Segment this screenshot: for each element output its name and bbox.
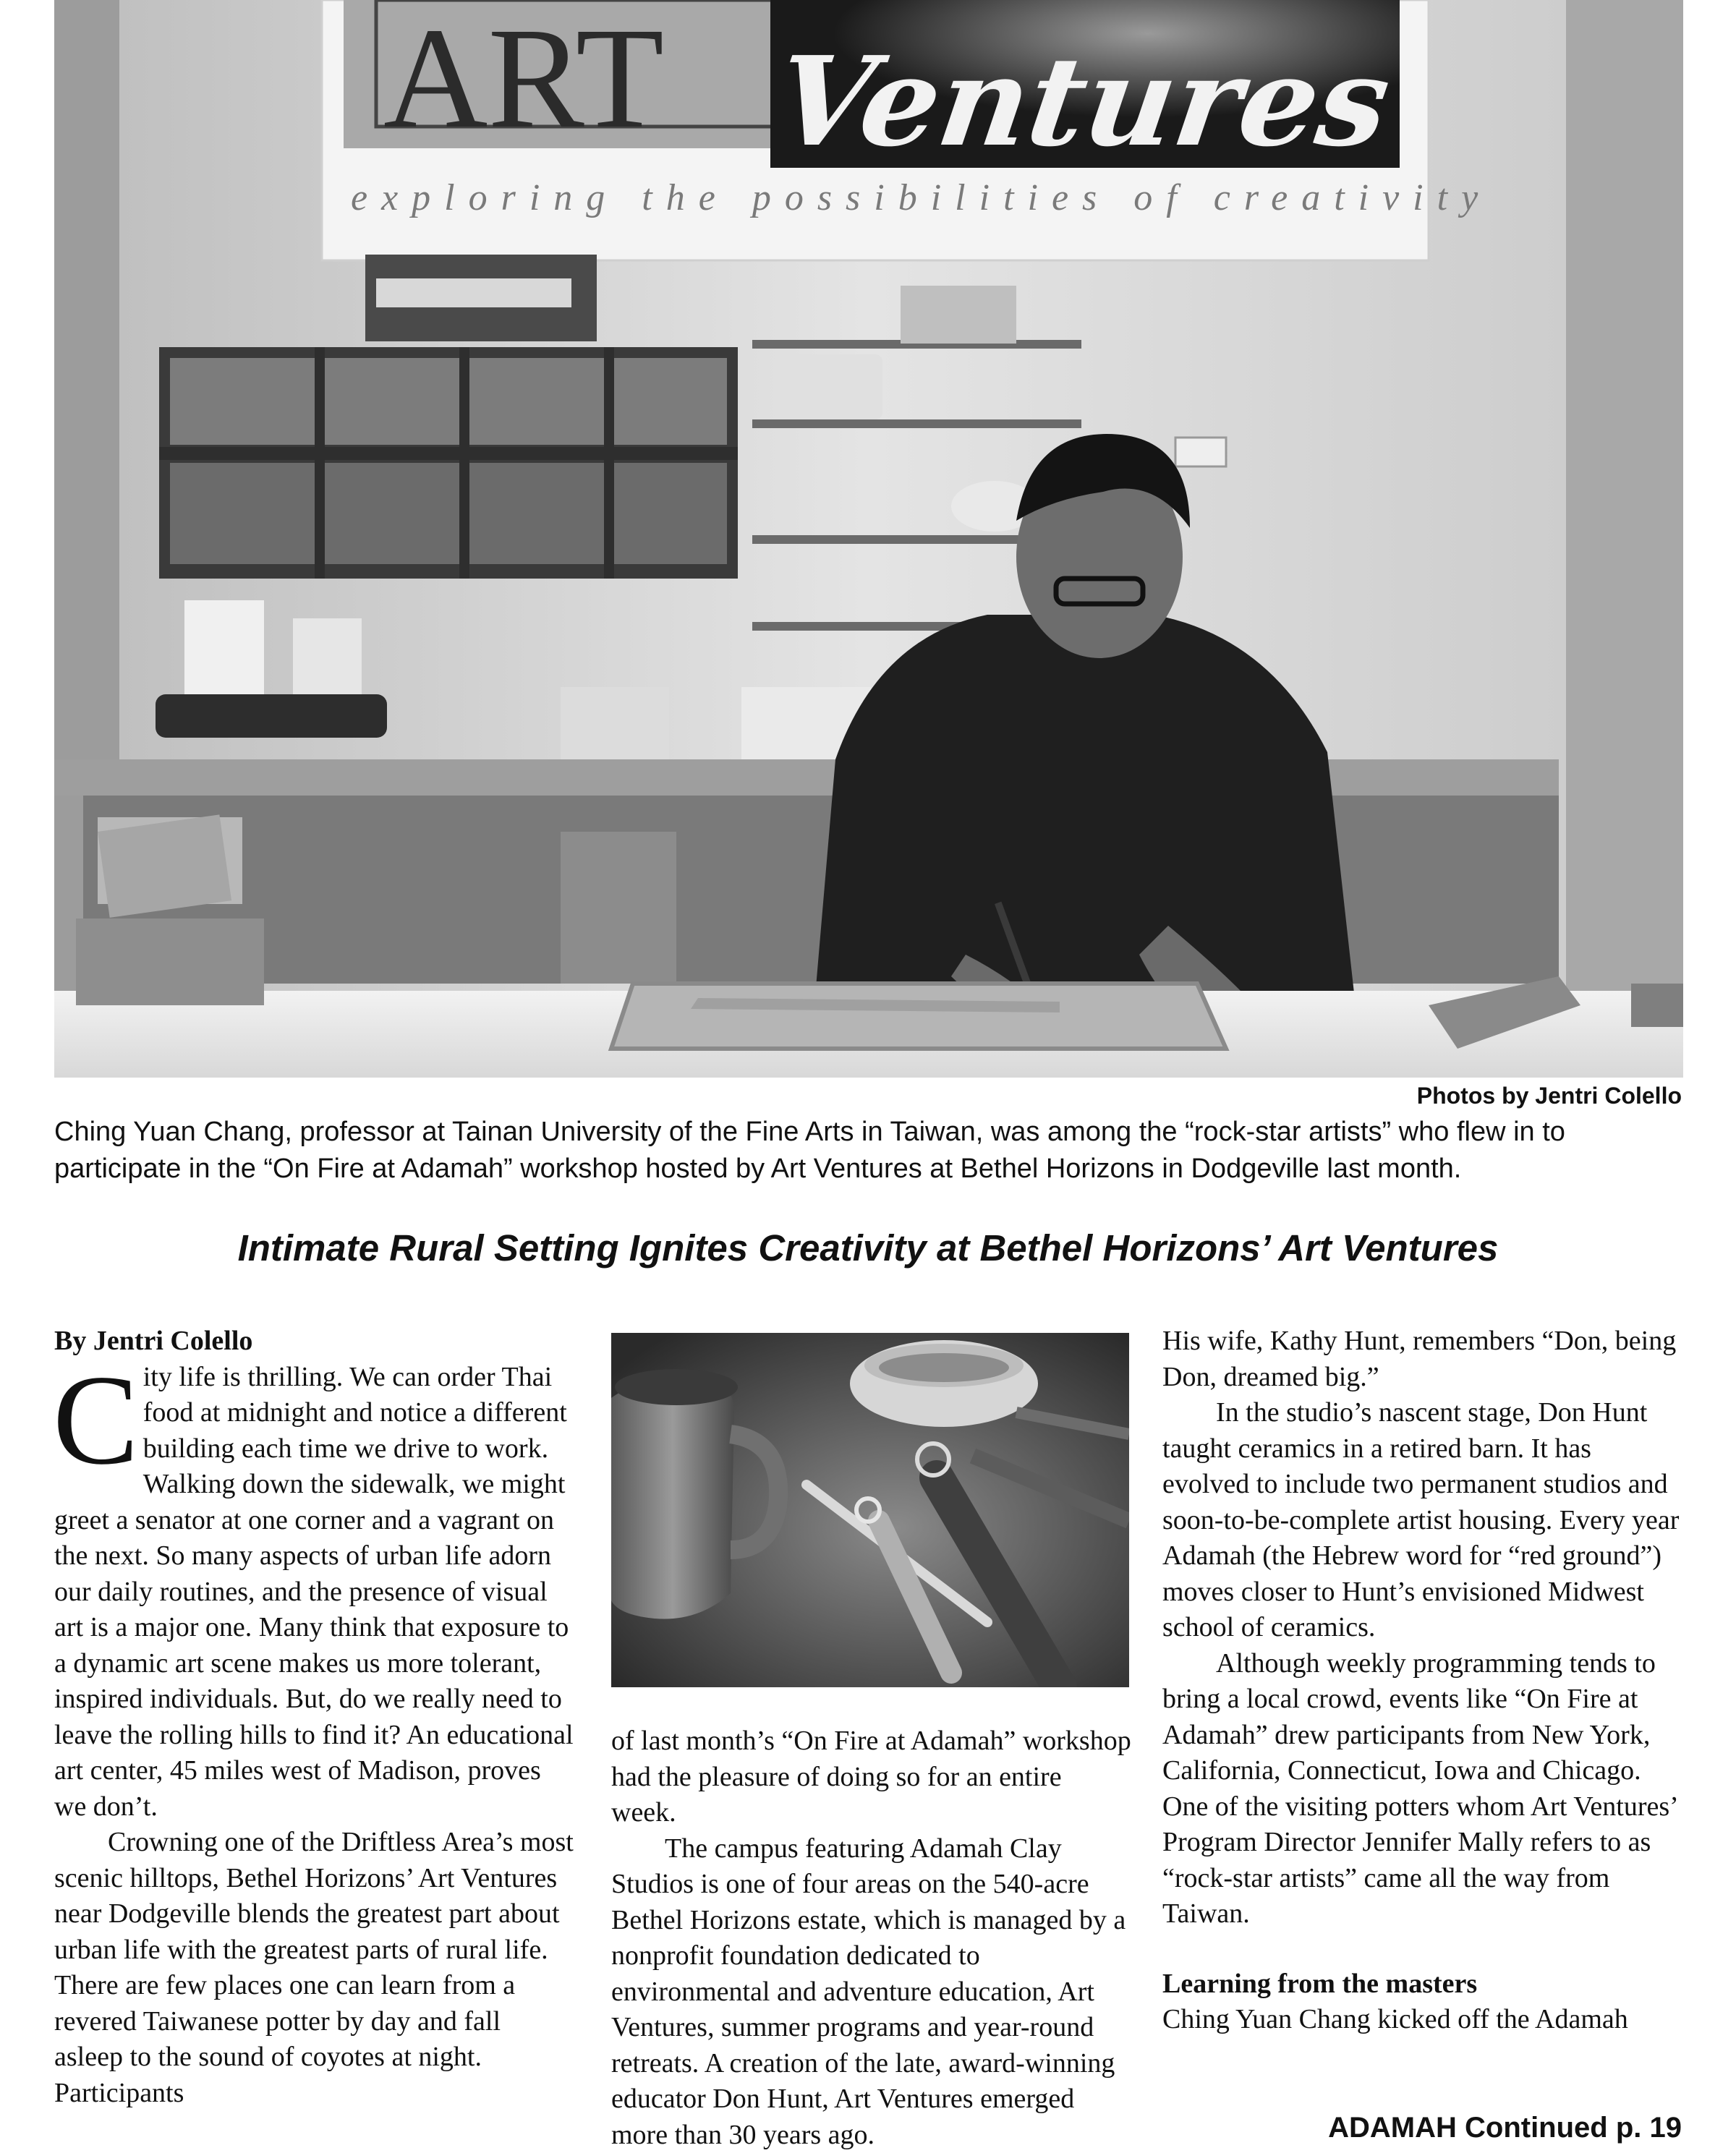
paragraph (54, 1360, 575, 1825)
article-column-3 (1162, 1323, 1683, 2038)
article-column-2 (611, 1723, 1132, 2153)
drop-cap: C (53, 1365, 139, 1474)
byline: By Jentri Colello (54, 1323, 575, 1360)
studio-scene-illustration (54, 0, 1683, 1078)
paragraph: Although weekly programming tends to bring a local crowd, events like “On Fire at Adamah” drew participants from New York, California, Connecticut, Iowa and Chicago. One of the visiting potters whom Art Ventures’ Program Director Jennifer Mally refers to as “rock-star artists” came all the way from Taiwan. (1162, 1646, 1683, 1932)
paragraph: Crowning one of the Driftless Area’s most scenic hilltops, Bethel Horizons’ Art Ventures near Dodgeville blends the greatest part about urban life with the greatest parts of rural life. There are few places one can learn from a revered Taiwanese potter by day and fall asleep to the sound of coyotes at night. Participants (54, 1825, 575, 2111)
continued-jump-line: ADAMAH Continued p. 19 (1328, 2112, 1682, 2144)
paragraph: His wife, Kathy Hunt, remembers “Don, being Don, dreamed big.” (1162, 1323, 1683, 1395)
pottery-tools-illustration (611, 1333, 1129, 1687)
article-headline: Intimate Rural Setting Ignites Creativity at Bethel Horizons’ Art Ventures (0, 1227, 1736, 1269)
article-column-1 (54, 1323, 575, 2111)
paragraph: of last month’s “On Fire at Adamah” workshop had the pleasure of doing so for an entire week. (611, 1723, 1132, 1831)
photo-credit: Photos by Jentri Colello (1417, 1083, 1682, 1109)
paragraph: In the studio’s nascent stage, Don Hunt taught ceramics in a retired barn. It has evolved to include two permanent studios and soon-to-be-complete artist housing. Every year Adamah (the Hebrew word for “red ground”) moves closer to Hunt’s envisioned Midwest school of ceramics. (1162, 1395, 1683, 1646)
banner-tagline: exploring the possibilities of creativity (351, 177, 1492, 218)
paragraph: The campus featuring Adamah Clay Studios is one of four areas on the 540-acre Bethel Horizons estate, which is managed by a nonprofit foundation dedicated to environmental and adventure education, Art Ventures, summer programs and year-round retreats. A creation of the late, award-winning educator Don Hunt, Art Ventures emerged more than 30 years ago. (611, 1831, 1132, 2153)
inset-photo (611, 1333, 1129, 1687)
section-subhead: Learning from the masters (1162, 1966, 1683, 2003)
paragraph: Ching Yuan Chang kicked off the Adamah (1162, 2002, 1683, 2038)
banner-ventures-text: Ventures (767, 30, 1398, 174)
banner-art-text: ART (383, 0, 664, 158)
hero-photo (54, 0, 1683, 1078)
paragraph-text: ity life is thrilling. We can order Thai food at midnight and notice a different building each time we drive to work. Walking down the sidewalk, we might greet a senator at one corner and a vagrant on the next. So many aspects of urban life adorn our daily routines, and the presence of visual art is a major one. Many think that exposure to a dynamic art scene makes us more tolerant, inspired individuals. But, do we really need to leave the rolling hills to find it? An educational art center, 45 miles west of Madison, proves we don’t. (54, 1362, 574, 1822)
photo-caption: Ching Yuan Chang, professor at Tainan University of the Fine Arts in Taiwan, was among the “rock-star artists” who flew in to participate in the “On Fire at Adamah” workshop hosted by Art Ventures at Bethel Horizons in Dodgeville last month. (54, 1114, 1689, 1188)
